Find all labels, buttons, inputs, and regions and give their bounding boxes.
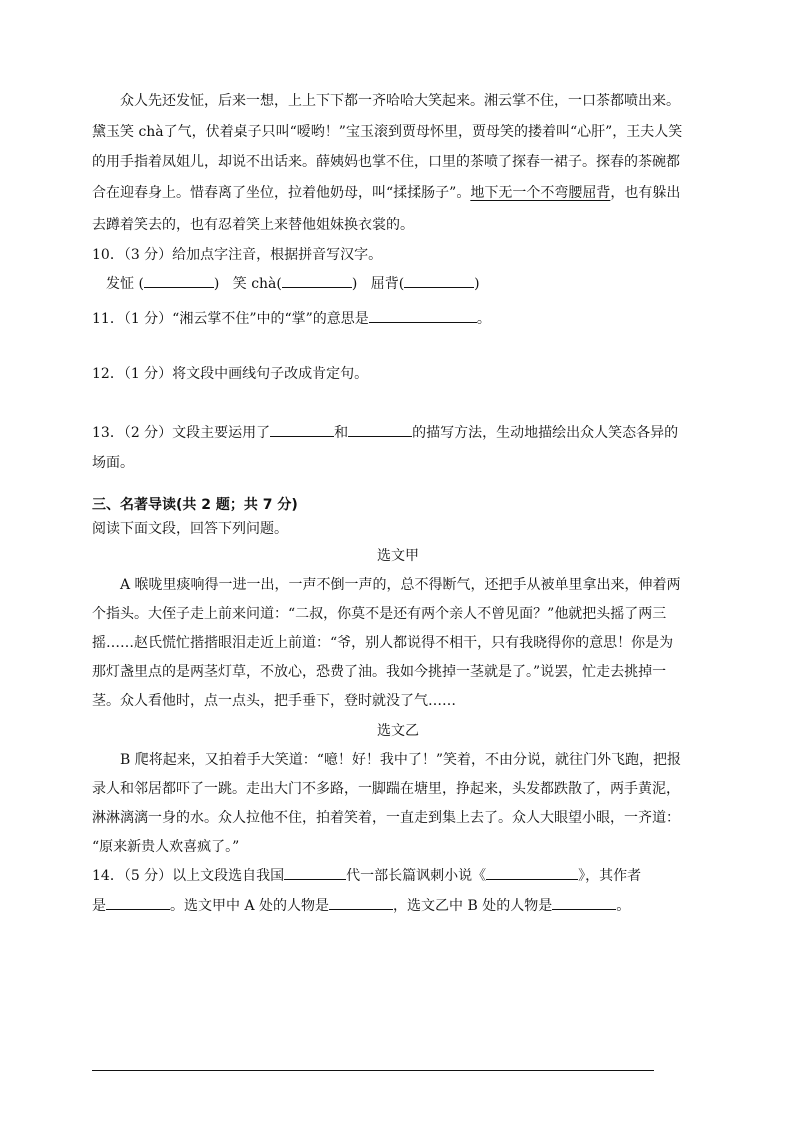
q11-end: 。 <box>476 311 491 327</box>
q13-blank-2[interactable] <box>348 422 412 437</box>
passage-1-line-3: 的用手指着凤姐儿，却说不出话来。薛姨妈也掌不住，口里的茶喷了探春一裙子。探春的茶碗都 <box>92 153 680 170</box>
passage-b-line-1: B 爬将起来，又拍着手大笑道：“噫！好！我中了！”笑着，不由分说，就往门外飞跑，把报 <box>120 752 682 768</box>
section-3-intro: 阅读下面文段，回答下列问题。 <box>92 521 288 537</box>
question-10-items: 发怔 ( ) 笑 chà( ) 屈背( ) <box>92 270 704 299</box>
document-page <box>92 86 704 922</box>
q11-blank[interactable] <box>369 308 477 323</box>
passage-1-line-4-end: ，也有躲出 <box>610 185 681 201</box>
q14-text-d: 是 <box>92 898 106 914</box>
passage-1 <box>92 86 704 241</box>
q10-blank-1[interactable] <box>144 273 214 288</box>
q13-text-c: 的描写方法，生动地描绘出众人笑态各异的 <box>412 425 679 441</box>
q13-blank-1[interactable] <box>270 422 334 437</box>
question-13-cont: 场面。 <box>92 455 134 471</box>
passage-a-line-4: 那灯盏里点的是两茎灯草，不放心，恐费了油。我如今挑掉一茎就是了。”说罢，忙走去挑掉一 <box>92 664 667 680</box>
passage-b-line-4: “原来新贵人欢喜疯了。” <box>92 839 240 855</box>
q11-text: 11．（1 分）“湘云掌不住”中的“掌”的意思是 <box>92 311 369 327</box>
q14-text-f: ，选文乙中 B 处的人物是 <box>393 898 553 914</box>
q10-word-3: 屈背( <box>370 276 405 292</box>
q10-word-2: 笑 chà( <box>232 276 282 292</box>
passage-a-line-1: A 喉咙里痰响得一进一出，一声不倒一声的，总不得断气，还把手从被单里拿出来，伸着两 <box>120 577 681 593</box>
q14-blank-a[interactable] <box>329 895 393 910</box>
section-3-title: 三、名著导读(共 2 题；共 7 分) <box>92 497 298 513</box>
q14-text-e: 。选文甲中 A 处的人物是 <box>170 898 330 914</box>
q14-text-g: 。 <box>616 898 631 914</box>
q10-blank-3[interactable] <box>404 273 474 288</box>
passage-1-line-4-start: 合在迎春身上。惜春离了坐位，拉着他奶母，叫“揉揉肠子”。 <box>92 185 471 201</box>
q14-blank-b[interactable] <box>552 895 616 910</box>
footer-rule <box>92 1070 654 1071</box>
passage-1-line-4 <box>92 178 704 210</box>
q14-text-c: 》，其作者 <box>578 868 642 884</box>
passage-1-line-5: 去蹲着笑去的，也有忍着笑上来替他姐妹换衣裳的。 <box>92 216 414 233</box>
question-14 <box>92 862 704 891</box>
q10-word-1: 发怔 <box>106 276 134 292</box>
q14-text-b: 代一部长篇讽刺小说《 <box>346 868 487 884</box>
q10-blank-2[interactable] <box>282 273 352 288</box>
passage-b-line-2: 录人和邻居都吓了一跳。走出大门不多路，一脚踹在塘里，挣起来，头发都跌散了，两手黄泥， <box>92 781 680 797</box>
question-13 <box>92 419 704 448</box>
passage-a-heading: 选文甲 <box>377 548 419 564</box>
q13-text-a: 13．（2 分）文段主要运用了 <box>92 425 271 441</box>
question-12: 12．（1 分）将文段中画线句子改成肯定句。 <box>92 366 369 382</box>
q13-text-b: 和 <box>334 425 349 441</box>
passage-b-heading: 选文乙 <box>377 723 419 739</box>
q14-blank-novel[interactable] <box>486 865 578 880</box>
q14-blank-dynasty[interactable] <box>284 865 346 880</box>
passage-1-line-2: 黛玉笑 chà了气，伏着桌子只叫“嗳哟！”宝玉滚到贾母怀里，贾母笑的搂着叫“心肝”，王夫人笑 <box>92 123 683 140</box>
question-14-cont <box>92 891 704 922</box>
passage-a-line-5: 茎。众人看他时，点一点头，把手垂下，登时就没了气…… <box>92 693 456 709</box>
underlined-sentence: 地下无一个不弯腰屈背 <box>470 185 611 201</box>
passage-b-line-3: 淋淋漓漓一身的水。众人拉他不住，拍着笑着，一直走到集上去了。众人大眼望小眼，一齐道： <box>92 810 680 826</box>
passage-a-line-2: 个指头。大侄子走上前来问道：“二叔，你莫不是还有两个亲人不曾见面？”他就把头摇了两三 <box>92 606 667 622</box>
question-11 <box>92 305 704 334</box>
q14-blank-author[interactable] <box>106 895 170 910</box>
q14-text-a: 14．（5 分）以上文段选自我国 <box>92 868 285 884</box>
passage-a-line-3: 摇……赵氏慌忙揩揩眼泪走近上前道：“爷，别人都说得不相干，只有我晓得你的意思！你是为 <box>92 635 674 651</box>
question-10: 10．（3 分）给加点字注音，根据拼音写汉字。 <box>92 247 383 263</box>
passage-1-line-1: 众人先还发怔，后来一想，上上下下都一齐哈哈大笑起来。湘云掌不住，一口茶都喷出来。 <box>120 93 680 109</box>
